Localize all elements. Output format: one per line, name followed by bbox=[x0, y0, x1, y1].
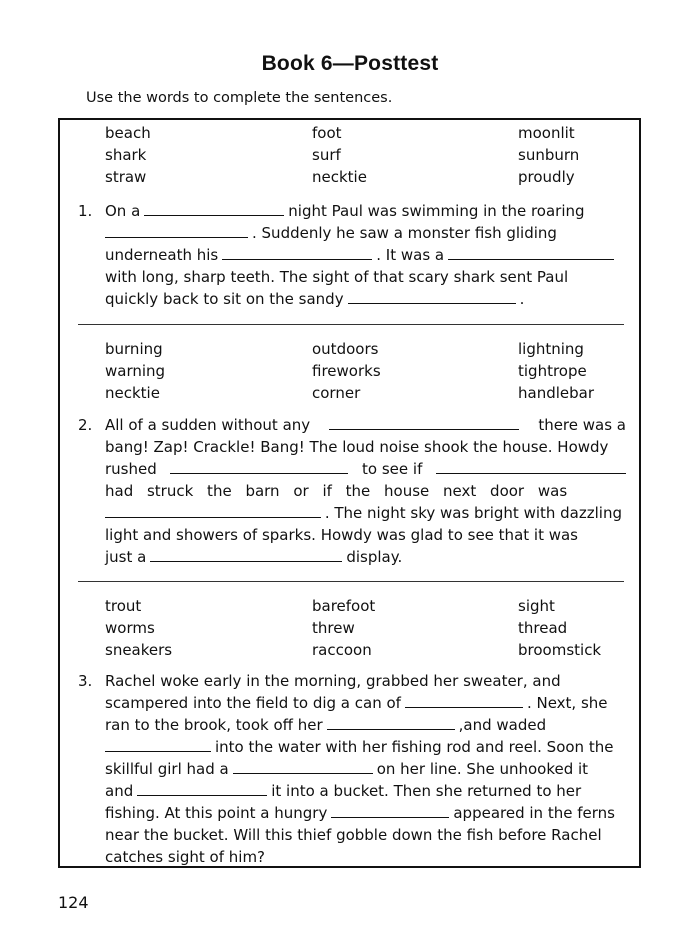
word-bank-item: fireworks bbox=[312, 362, 381, 380]
answer-blank[interactable] bbox=[448, 244, 614, 260]
question-3 bbox=[78, 670, 626, 868]
answer-blank[interactable] bbox=[170, 458, 348, 474]
word-bank-item: moonlit bbox=[518, 124, 575, 142]
word-bank-item: beach bbox=[105, 124, 151, 142]
question-2 bbox=[78, 414, 626, 568]
sentence-line bbox=[105, 436, 626, 458]
answer-blank[interactable] bbox=[137, 780, 267, 796]
sentence-line bbox=[105, 200, 626, 222]
word-bank-item: warning bbox=[105, 362, 166, 380]
question-number: 1. bbox=[78, 202, 93, 220]
answer-blank[interactable] bbox=[329, 414, 519, 430]
word-bank-item: necktie bbox=[105, 384, 160, 402]
answer-blank[interactable] bbox=[105, 502, 321, 518]
word-bank-item: barefoot bbox=[312, 597, 376, 615]
sentence-text: . Suddenly he saw a monster fish gliding bbox=[252, 224, 557, 242]
word-bank-item: outdoors bbox=[312, 340, 379, 358]
sentence-line bbox=[105, 288, 626, 310]
section-divider bbox=[78, 324, 624, 325]
sentence-line bbox=[105, 524, 626, 546]
sentence-text: . It was a bbox=[376, 246, 445, 264]
answer-blank[interactable] bbox=[436, 458, 626, 474]
sentence-line bbox=[105, 222, 626, 244]
word-bank-item: threw bbox=[312, 619, 355, 637]
sentence-text: . The night sky was bright with dazzling bbox=[324, 504, 622, 522]
word-bank-item: raccoon bbox=[312, 641, 372, 659]
sentence-text: All of a sudden without any bbox=[105, 416, 311, 434]
question-number: 2. bbox=[78, 416, 93, 434]
sentence-text: appeared in the ferns bbox=[453, 804, 615, 822]
answer-blank[interactable] bbox=[348, 288, 516, 304]
sentence-text: there was a bbox=[538, 416, 626, 434]
sentence-text: ran to the brook, took off her bbox=[105, 716, 323, 734]
sentence-text: just a bbox=[105, 548, 147, 566]
sentence-line bbox=[105, 846, 626, 868]
sentence-line bbox=[105, 780, 626, 802]
word-bank-item: straw bbox=[105, 168, 147, 186]
sentence-text: On a bbox=[105, 202, 141, 220]
sentence-text: scampered into the field to dig a can of bbox=[105, 694, 401, 712]
sentence-text: underneath his bbox=[105, 246, 219, 264]
word-bank-item: corner bbox=[312, 384, 361, 402]
sentence-text: bang! Zap! Crackle! Bang! The loud noise shook the house. Howdy bbox=[105, 438, 609, 456]
sentence-line bbox=[105, 480, 626, 502]
answer-blank[interactable] bbox=[331, 802, 449, 818]
sentence-line bbox=[105, 802, 626, 824]
exercise-box bbox=[58, 118, 641, 868]
sentence-text: light and showers of sparks. Howdy was glad to see that it was bbox=[105, 526, 578, 544]
sentence-text: with long, sharp teeth. The sight of that scary shark sent Paul bbox=[105, 268, 569, 286]
sentence-text: . Next, she bbox=[526, 694, 608, 712]
section-divider bbox=[78, 581, 624, 582]
answer-blank[interactable] bbox=[150, 546, 342, 562]
sentence-line bbox=[105, 244, 626, 266]
sentence-line bbox=[105, 502, 626, 524]
word-bank-item: tightrope bbox=[518, 362, 587, 380]
answer-blank[interactable] bbox=[144, 200, 284, 216]
sentence-line bbox=[105, 714, 626, 736]
sentence-line bbox=[105, 736, 626, 758]
sentence-text: . bbox=[519, 290, 525, 308]
answer-blank[interactable] bbox=[105, 222, 248, 238]
answer-blank[interactable] bbox=[105, 736, 211, 752]
word-bank-item: lightning bbox=[518, 340, 584, 358]
sentence-text: had struck the barn or if the house next door was bbox=[105, 482, 568, 500]
word-bank-item: worms bbox=[105, 619, 155, 637]
question-number: 3. bbox=[78, 672, 93, 690]
word-bank-item: sight bbox=[518, 597, 555, 615]
word-bank-item: handlebar bbox=[518, 384, 595, 402]
sentence-text: catches sight of him? bbox=[105, 848, 266, 866]
word-bank-item: thread bbox=[518, 619, 568, 637]
word-bank-item: surf bbox=[312, 146, 341, 164]
page-title: Book 6—Posttest bbox=[261, 52, 439, 75]
word-bank-item: broomstick bbox=[518, 641, 602, 659]
word-bank-item: foot bbox=[312, 124, 342, 142]
sentence-text: Rachel woke early in the morning, grabbed her sweater, and bbox=[105, 672, 561, 690]
page-number: 124 bbox=[58, 893, 89, 912]
sentence-text: into the water with her fishing rod and reel. Soon the bbox=[215, 738, 614, 756]
sentence-line bbox=[105, 758, 626, 780]
sentence-text: display. bbox=[346, 548, 403, 566]
sentence-text: quickly back to sit on the sandy bbox=[105, 290, 344, 308]
word-bank-item: shark bbox=[105, 146, 147, 164]
instructions: Use the words to complete the sentences. bbox=[86, 90, 393, 106]
sentence-line bbox=[105, 414, 626, 436]
word-bank-item: sneakers bbox=[105, 641, 173, 659]
sentence-text: on her line. She unhooked it bbox=[376, 760, 589, 778]
sentence-text: ,and waded bbox=[458, 716, 547, 734]
word-bank-item: necktie bbox=[312, 168, 367, 186]
answer-blank[interactable] bbox=[222, 244, 372, 260]
sentence-line bbox=[105, 824, 626, 846]
sentence-line bbox=[105, 266, 626, 288]
word-bank-item: sunburn bbox=[518, 146, 580, 164]
sentence-line bbox=[105, 458, 626, 480]
question-1 bbox=[78, 200, 626, 310]
sentence-line bbox=[105, 546, 626, 568]
word-bank-item: proudly bbox=[518, 168, 575, 186]
sentence-text: and bbox=[105, 782, 134, 800]
sentence-line bbox=[105, 670, 626, 692]
sentence-text: to see if bbox=[362, 460, 423, 478]
sentence-line bbox=[105, 692, 626, 714]
answer-blank[interactable] bbox=[233, 758, 373, 774]
sentence-text: rushed bbox=[105, 460, 157, 478]
answer-blank[interactable] bbox=[405, 692, 523, 708]
word-bank-item: burning bbox=[105, 340, 163, 358]
sentence-text: fishing. At this point a hungry bbox=[105, 804, 328, 822]
sentence-text: near the bucket. Will this thief gobble down the fish before Rachel bbox=[105, 826, 602, 844]
sentence-text: night Paul was swimming in the roaring bbox=[288, 202, 585, 220]
sentence-text: it into a bucket. Then she returned to her bbox=[271, 782, 582, 800]
word-bank-item: trout bbox=[105, 597, 142, 615]
sentence-text: skillful girl had a bbox=[105, 760, 229, 778]
answer-blank[interactable] bbox=[327, 714, 455, 730]
